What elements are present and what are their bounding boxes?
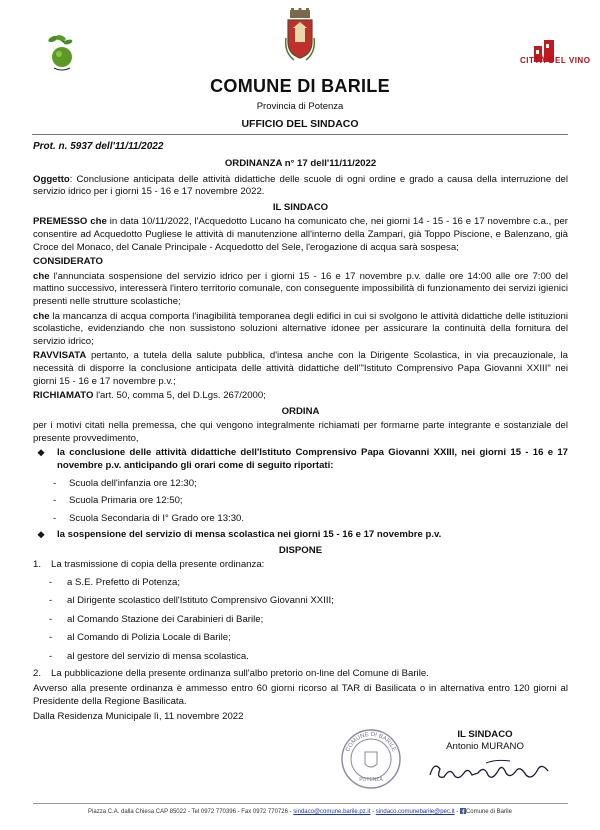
ravvisata-paragraph — [33, 350, 568, 388]
signature-block — [420, 729, 550, 753]
considerato-item-1-text: l'annunciata sospensione del servizio idrico per i giorni 15 - 16 e 17 novembre p.v. dalle ore 14:00 alle ore 7:00 del mattino successivo, interesserà l'intero territorio comunale, con conseguente impossibilità di funzionamento dei servizi igienici presenti nelle strutture scolastiche; — [33, 270, 568, 307]
che-label: che — [33, 310, 50, 322]
oggetto-paragraph — [33, 174, 568, 199]
ordinance-title: ORDINANZA n° 17 dell'11/11/2022 — [224, 158, 377, 169]
ordina-list-2 — [33, 529, 568, 542]
ordina-heading: ORDINA — [281, 405, 320, 417]
premesso-label: PREMESSO che — [33, 216, 107, 228]
recipient-item: - al Comando di Polizia Locale di Barile; — [33, 629, 568, 648]
handwritten-signature-icon — [426, 755, 554, 785]
ravvisata-label: RAVVISATA — [33, 350, 87, 362]
municipal-stamp-icon — [340, 728, 402, 790]
facebook-link[interactable]: Comune di Barile — [465, 809, 512, 815]
dispone-list-2 — [33, 668, 568, 681]
dispone-list — [33, 559, 568, 572]
header-divider — [32, 134, 568, 135]
dispone-heading: DISPONE — [278, 544, 323, 556]
oggetto-text: : Conclusione anticipata delle attività didattiche delle scuole di ogni ordine e grado a causa della interruzione del servizio idrico per i giorni 15 - 16 e 17 novembre 2022. — [33, 173, 568, 198]
ordina-item-2: ❖ la sospensione del servizio di mensa scolastica nei giorni 15 - 16 e 17 novembre p.v. — [33, 529, 568, 542]
oggetto-label: Oggetto — [33, 173, 70, 185]
page-title: COMUNE DI BARILE — [210, 76, 390, 96]
municipal-crest-icon — [284, 8, 316, 62]
considerato-heading: CONSIDERATO — [33, 256, 104, 268]
footer-divider — [33, 803, 568, 804]
province-subtitle: Provincia di Potenza — [256, 101, 344, 112]
schedule-item: - Scuola Primaria ore 12:50; — [33, 492, 568, 510]
richiamato-label: RICHIAMATO — [33, 390, 94, 402]
item-number: 1. — [33, 559, 42, 571]
signer-role: IL SINDACO — [457, 729, 513, 740]
richiamato-text: l'art. 50, comma 5, del D.Lgs. 267/2000; — [93, 390, 266, 402]
olive-branch-logo-icon — [44, 32, 80, 74]
richiamato-paragraph — [33, 390, 568, 403]
dispone-item-1 — [33, 559, 568, 572]
premesso-text: in data 10/11/2022, l'Acquedotto Lucano ha comunicato che, nei giorni 14 - 15 - 16 e 17 novembre c.a., per consentire ad Acquedotto Pugliese le attività di manutenzione all'interno della Zampari, già Toppo Piscione, e Balenzano, già Croce del Monaco, del Canale Principale - Acquedotto del Sele, l'erogazione di acqua sarà sospesa; — [33, 216, 569, 253]
premesso-paragraph — [33, 216, 568, 254]
document-body — [33, 158, 568, 724]
considerato-item-1 — [33, 271, 568, 309]
ordina-list — [33, 447, 568, 472]
recipient-item: - al gestore del servizio di mensa scolastica. — [33, 648, 568, 667]
footer-separator: - — [370, 809, 376, 815]
footer — [0, 808, 600, 815]
avverso-paragraph: Avverso alla presente ordinanza è ammesso entro 60 giorni ricorso al TAR di Basilicata o in alternativa entro 120 giorni al Presidente della Regione Basilicata. — [33, 683, 568, 707]
considerato-item-2-text: la mancanza di acqua comporta l'inagibilità temporanea degli edifici in cui si svolgono le attività didattiche delle istituzioni scolastiche, evidenziando che non sussistono soluzioni alternative idonee per assicurare la continuità della fornitura del servizio idrico; — [33, 310, 568, 347]
ravvisata-text: pertanto, a tutela della salute pubblica, d'intesa anche con la Dirigente Scolastica, in via precauzionale, la necessità di disporre la conclusione anticipata delle attività didattiche dell'"Istituto Comprensivo Papa Giovanni XXIII" nei giorni 15 - 16 e 17 novembre p.v.; — [33, 350, 568, 387]
considerato-item-2 — [33, 311, 568, 349]
protocol-number: Prot. n. 5937 dell'11/11/2022 — [33, 141, 164, 152]
che-label: che — [33, 270, 50, 282]
item-number: 2. — [33, 668, 42, 680]
stamp-text: COMUNE DI BARILE — [345, 731, 397, 753]
stamp-bottom-text: POTENZA — [359, 777, 383, 783]
citta-del-vino-text: CITTÀ DEL VINO — [520, 56, 591, 65]
recipient-item: - a S.E. Prefetto di Potenza; — [33, 574, 568, 593]
dispone-item-2-text: La pubblicazione della presente ordinanza sull'albo pretorio on-line del Comune di Barile. — [51, 668, 429, 680]
dispone-item-1-text: La trasmissione di copia della presente ordinanza: — [51, 559, 265, 571]
office-heading: UFFICIO DEL SINDACO — [241, 118, 359, 130]
date-line: Dalla Residenza Municipale lì, 11 novembre 2022 — [33, 711, 244, 723]
recipients-list — [33, 574, 568, 667]
recipient-item: - al Dirigente scolastico dell'Istituto Comprensivo Giovanni XXIII; — [33, 592, 568, 611]
schedule-list — [33, 475, 568, 528]
signer-name: Antonio MURANO — [446, 741, 524, 752]
schedule-item: - Scuola dell'infanzia ore 12:30; — [33, 475, 568, 493]
il-sindaco-heading: IL SINDACO — [272, 201, 329, 213]
email-link[interactable]: sindaco@comune.barile.pz.it — [293, 809, 371, 815]
footer-address: Piazza C.A. dalla Chiesa CAP 85022 - Tel 0972 770396 - Fax 0972 770726 - — [88, 809, 294, 815]
pec-link[interactable]: sindaco.comunebarile@pec.it — [375, 809, 455, 815]
dispone-item-2 — [33, 668, 568, 681]
ordina-intro: per i motivi citati nella premessa, che qui vengono integralmente richiamati per formarne parte integrante e sostanziale del presente provvedimento, — [33, 420, 568, 444]
footer-separator: - — [454, 809, 460, 815]
schedule-item: - Scuola Secondaria di I° Grado ore 13:30. — [33, 510, 568, 528]
ordina-item-1: ❖ la conclusione delle attività didattiche dell'Istituto Comprensivo Papa Giovanni XXIII, nei giorni 15 - 16 e 17 novembre p.v. anticipando gli orari come di seguito riportati: — [33, 447, 568, 472]
recipient-item: - al Comando Stazione dei Carabinieri di Barile; — [33, 611, 568, 630]
